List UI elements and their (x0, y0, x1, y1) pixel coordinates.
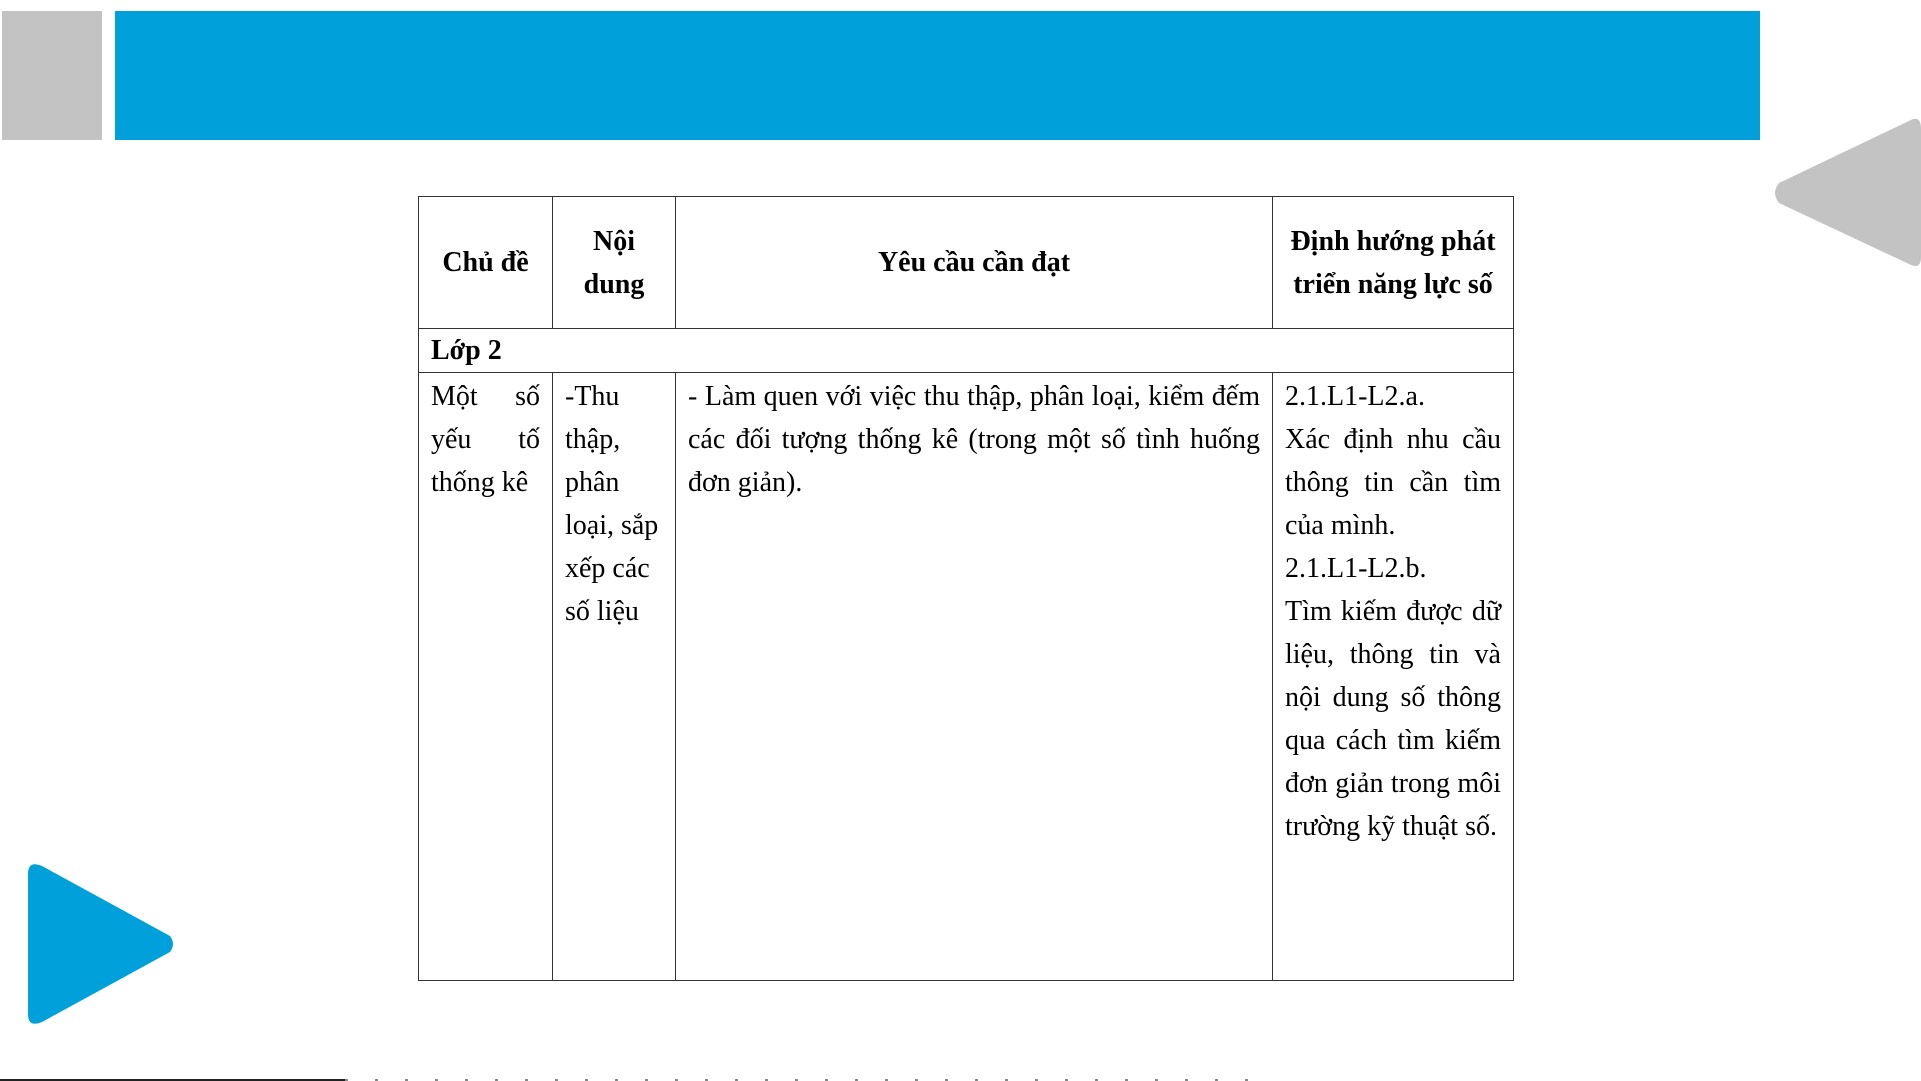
corner-gray-block (2, 11, 102, 140)
class-row (419, 329, 1514, 373)
triangle-left-icon[interactable] (1773, 117, 1921, 269)
header-orientation: Định hướng phát triển năng lực số (1273, 197, 1514, 329)
cell-requirements: - Làm quen với việc thu thập, phân loại, kiểm đếm các đối tượng thống kê (trong một số tình huống đơn giản). (676, 373, 1273, 981)
orientation-b-text: Tìm kiếm được dữ liệu, thông tin và nội dung số thông qua cách tìm kiếm đơn giản trong môi trường kỹ thuật số. (1285, 596, 1501, 842)
prev-arrow-shape (1775, 119, 1921, 266)
table-header-row (419, 197, 1514, 329)
header-topic: Chủ đề (419, 197, 553, 329)
header-banner-fill (115, 11, 1760, 140)
header-requirements: Yêu cầu cần đạt (676, 197, 1273, 329)
header-banner (115, 11, 1760, 140)
orientation-a-text: Xác định nhu cầu thông tin cần tìm của mình. (1285, 424, 1501, 541)
cell-orientation (1273, 373, 1514, 981)
orientation-b-code: 2.1.L1-L2.b. (1285, 553, 1427, 584)
cell-content: -Thu thập, phân loại, sắp xếp các số liệu (553, 373, 676, 981)
next-arrow-shape (28, 864, 173, 1024)
class-label: Lớp 2 (419, 329, 1514, 373)
curriculum-table-container (418, 196, 1513, 981)
orientation-a-code: 2.1.L1-L2.a. (1285, 381, 1425, 412)
header-content: Nội dung (553, 197, 676, 329)
table-row (419, 373, 1514, 981)
curriculum-table (418, 196, 1514, 981)
cell-topic: Một số yếu tố thống kê (419, 373, 553, 981)
triangle-right-icon[interactable] (24, 860, 176, 1028)
